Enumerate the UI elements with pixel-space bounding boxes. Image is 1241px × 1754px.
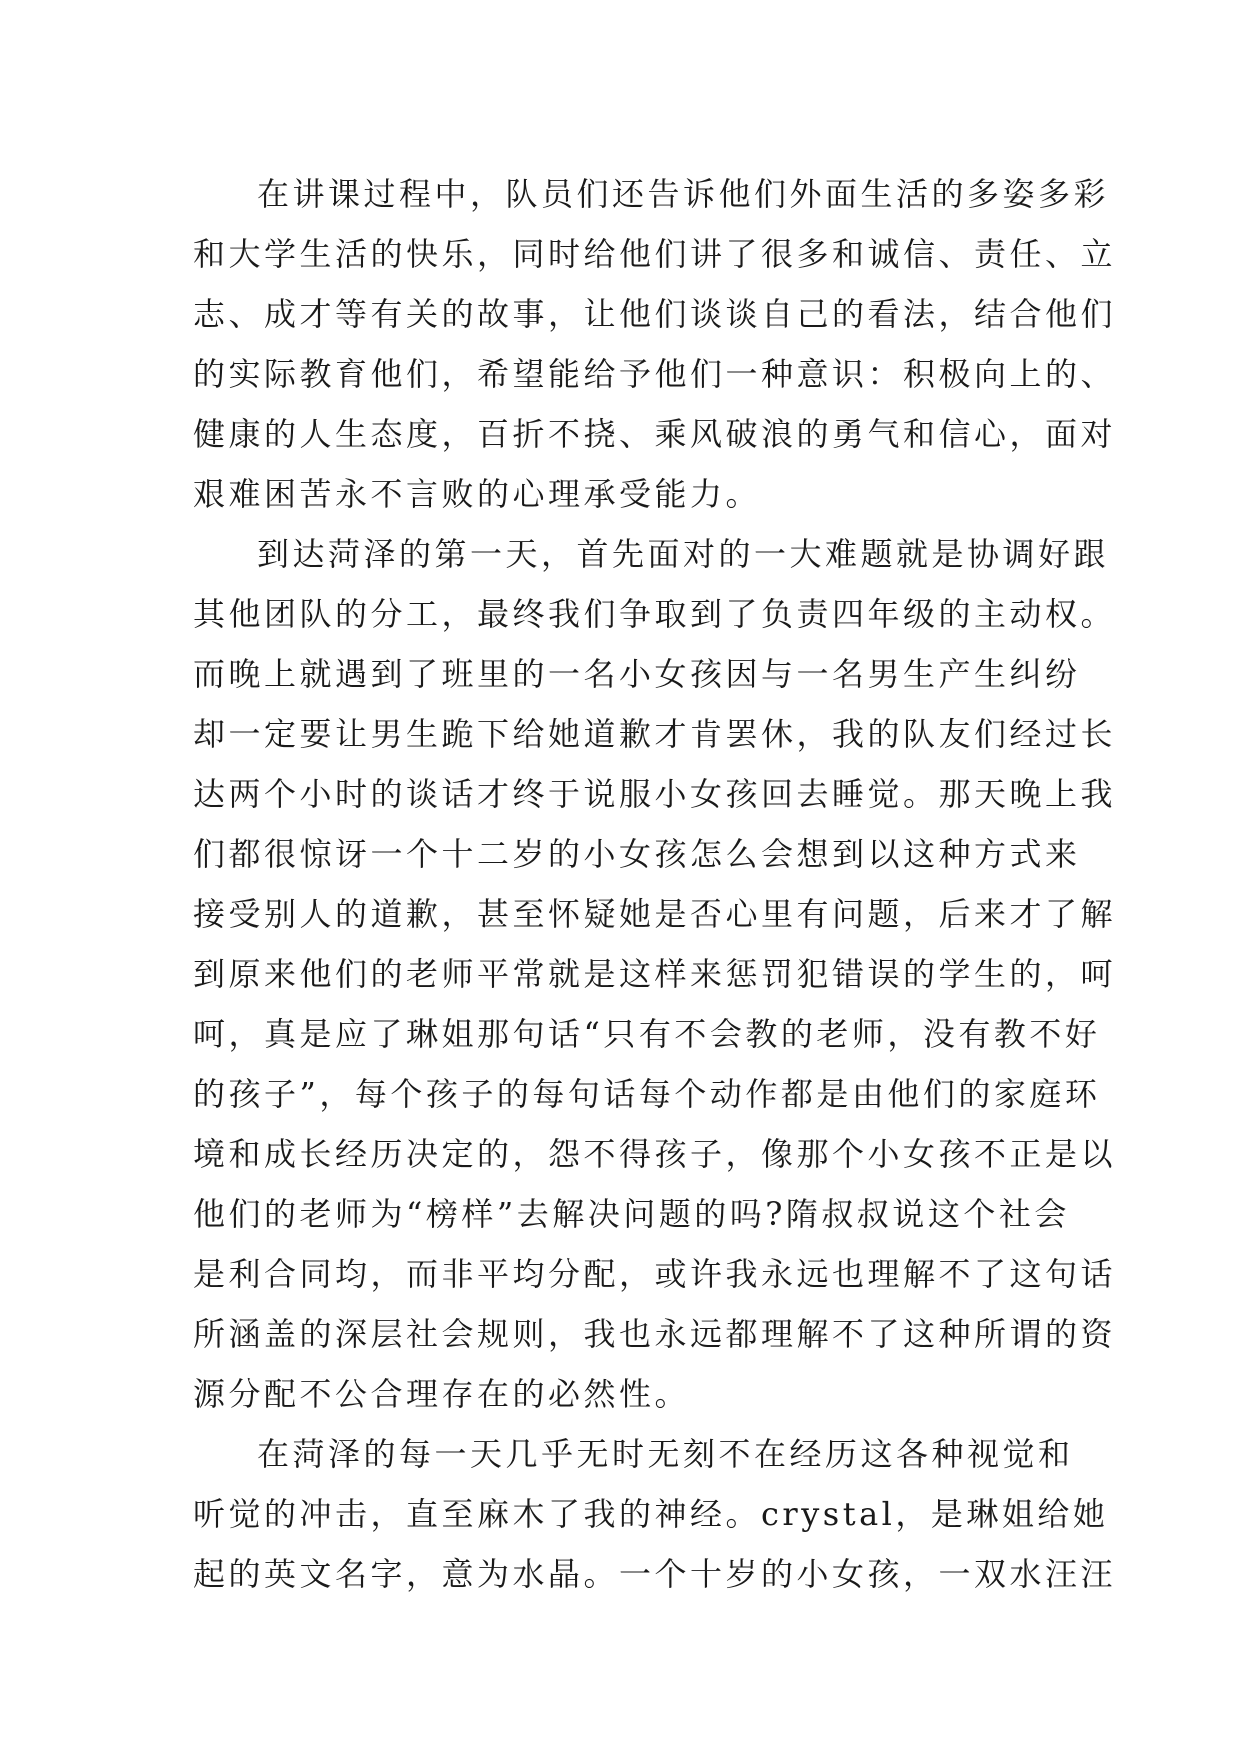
text-line: 志、成才等有关的故事，让他们谈谈自己的看法，结合他们 xyxy=(193,295,1117,333)
text-line: 在菏泽的每一天几乎无时无刻不在经历这各种视觉和 xyxy=(257,1435,1074,1473)
text-line: 艰难困苦永不言败的心理承受能力。 xyxy=(193,475,762,513)
text-line: 起的英文名字，意为水晶。一个十岁的小女孩，一双水汪汪 xyxy=(193,1555,1117,1593)
text-line: 却一定要让男生跪下给她道歉才肯罢休，我的队友们经过长 xyxy=(193,715,1117,753)
text-line: 所涵盖的深层社会规则，我也永远都理解不了这种所谓的资 xyxy=(193,1315,1117,1353)
text-line: 和大学生活的快乐，同时给他们讲了很多和诚信、责任、立 xyxy=(193,235,1117,273)
paragraph-2 xyxy=(193,524,1117,1424)
text-line: 听觉的冲击，直至麻木了我的神经。crystal，是琳姐给她 xyxy=(193,1495,1109,1533)
text-line: 呵，真是应了琳姐那句话“只有不会教的老师，没有教不好 xyxy=(193,1015,1101,1053)
text-line: 其他团队的分工，最终我们争取到了负责四年级的主动权。 xyxy=(193,595,1117,633)
text-line: 而晚上就遇到了班里的一名小女孩因与一名男生产生纠纷 xyxy=(193,655,1081,693)
text-line: 接受别人的道歉，甚至怀疑她是否心里有问题，后来才了解 xyxy=(193,895,1117,933)
paragraph-3 xyxy=(193,1424,1117,1604)
document-body xyxy=(193,164,1117,1604)
text-line: 到达菏泽的第一天，首先面对的一大难题就是协调好跟 xyxy=(257,535,1110,573)
text-line: 他们的老师为“榜样”去解决问题的吗?隋叔叔说这个社会 xyxy=(193,1195,1070,1233)
paragraph-1 xyxy=(193,164,1117,524)
text-line: 境和成长经历决定的，怨不得孩子，像那个小女孩不正是以 xyxy=(193,1135,1117,1173)
text-line: 在讲课过程中，队员们还告诉他们外面生活的多姿多彩 xyxy=(257,175,1110,213)
text-line: 的实际教育他们，希望能给予他们一种意识：积极向上的、 xyxy=(193,355,1117,393)
text-line: 源分配不公合理存在的必然性。 xyxy=(193,1375,691,1413)
text-line: 们都很惊讶一个十二岁的小女孩怎么会想到以这种方式来 xyxy=(193,835,1081,873)
text-line: 达两个小时的谈话才终于说服小女孩回去睡觉。那天晚上我 xyxy=(193,775,1117,813)
text-line: 健康的人生态度，百折不挠、乘风破浪的勇气和信心，面对 xyxy=(193,415,1117,453)
text-line: 到原来他们的老师平常就是这样来惩罚犯错误的学生的，呵 xyxy=(193,955,1117,993)
text-line: 的孩子”，每个孩子的每句话每个动作都是由他们的家庭环 xyxy=(193,1075,1101,1113)
text-line: 是利合同均，而非平均分配，或许我永远也理解不了这句话 xyxy=(193,1255,1117,1293)
